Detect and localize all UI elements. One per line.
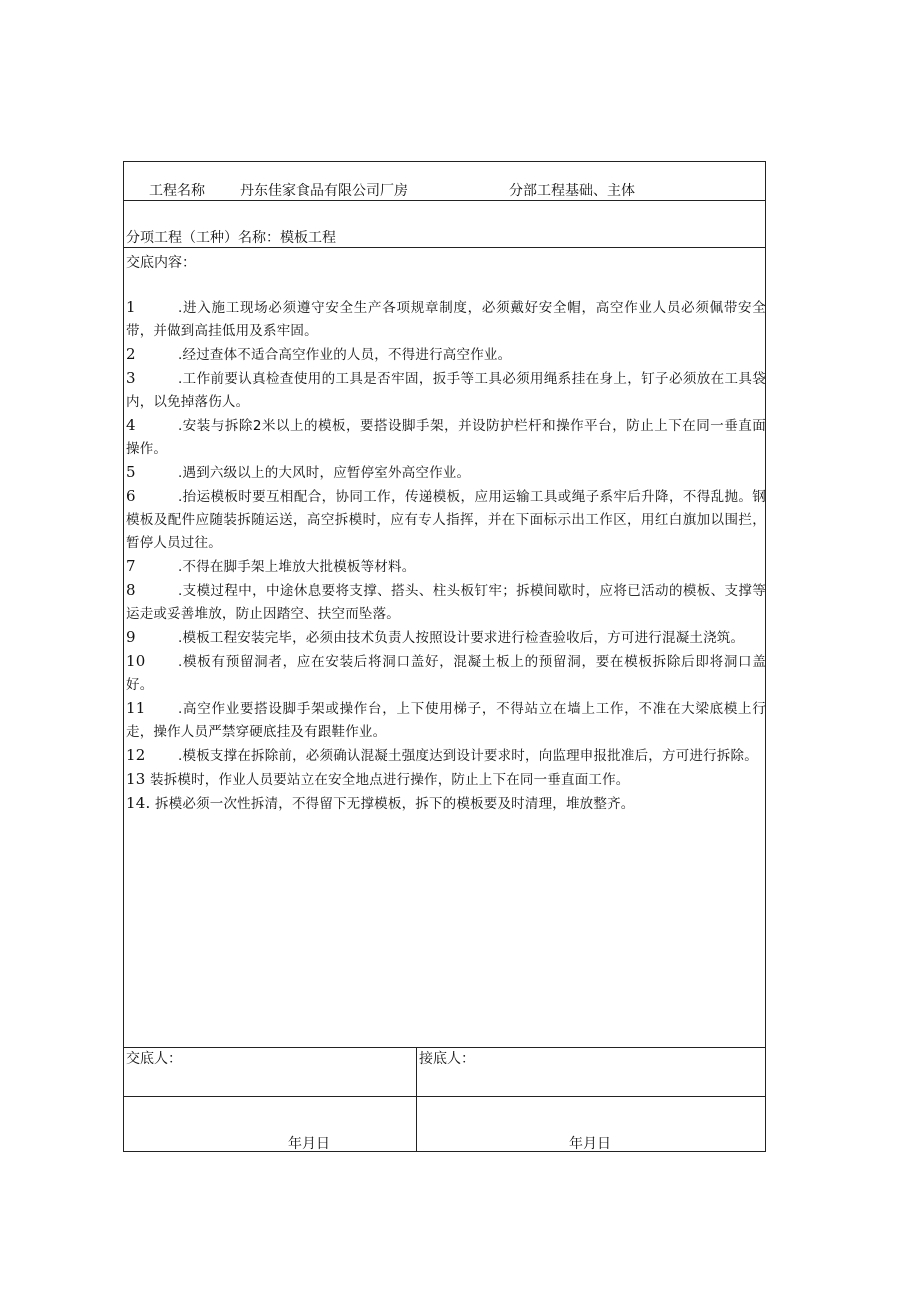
discloser-date: 年月日 [288,1136,330,1152]
signature-column-divider [416,1047,417,1152]
disclosure-item: 5 .遇到六级以上的大风时，应暂停室外高空作业。 [126,463,471,481]
header-divider [124,200,765,201]
signature-divider [124,1047,765,1048]
content-label: 交底内容： [126,255,196,271]
disclosure-item: 13 装拆模时，作业人员要站立在安全地点进行操作，防止上下在同一垂直面工作。 [126,770,630,788]
sub-item-title: 分项工程（工种）名称：模板工程 [126,230,336,246]
disclosure-item: 4 .安装与拆除2米以上的模板，要搭设脚手架，并设防护栏杆和操作平台，防止上下在同一垂直面操作。 [126,416,766,457]
disclosure-item: 6 .抬运模板时要互相配合，协同工作，传递模板，应用运输工具或绳子系牢后升降，不得乱抛。钢模板及配件应随装拆随运送，高空拆模时，应有专人指挥，并在下面标示出工作区，用红白旗加以围拦，暂停人员过往。 [126,487,766,551]
disclosure-item: 1 .进入施工现场必须遵守安全生产各项规章制度，必须戴好安全帽，高空作业人员必须佩带安全带，并做到高挂低用及系牢固。 [126,298,766,339]
sub-item-divider [124,247,765,248]
disclosure-item: 12 .模板支撑在拆除前，必须确认混凝土强度达到设计要求时，向监理申报批准后，方可进行拆除。 [126,746,758,764]
sub-project-value: 分部工程基础、主体 [509,183,635,199]
disclosure-form [123,161,766,1152]
disclosure-items [126,296,766,816]
receiver-date: 年月日 [569,1136,611,1152]
date-divider [124,1096,765,1097]
project-name-value: 丹东佳家食品有限公司厂房 [240,183,408,199]
project-name-label: 工程名称 [149,183,205,199]
receiver-label: 接底人： [419,1051,475,1067]
disclosure-item: 9 .模板工程安装完毕，必须由技术负责人按照设计要求进行检查验收后，方可进行混凝土浇筑。 [126,628,745,646]
disclosure-item: 7 .不得在脚手架上堆放大批模板等材料。 [126,557,416,575]
disclosure-item: 14. 拆模必须一次性拆清，不得留下无撑模板，拆下的模板要及时清理，堆放整齐。 [126,794,635,812]
disclosure-item: 11 .高空作业要搭设脚手架或操作台，上下使用梯子，不得站立在墙上工作，不准在大梁底模上行走，操作人员严禁穿硬底挂及有跟鞋作业。 [126,699,766,740]
disclosure-item: 8 .支模过程中，中途休息要将支撑、搭头、柱头板钉牢；拆模间歇时，应将已活动的模板、支撑等运走或妥善堆放，防止因踏空、扶空而坠落。 [126,581,766,622]
disclosure-item: 2 .经过查体不适合高空作业的人员，不得进行高空作业。 [126,345,512,363]
disclosure-item: 10 .模板有预留洞者，应在安装后将洞口盖好，混凝土板上的预留洞，要在模板拆除后即将洞口盖好。 [126,652,766,693]
discloser-label: 交底人： [126,1051,182,1067]
disclosure-item: 3 .工作前要认真检查使用的工具是否牢固，扳手等工具必须用绳系挂在身上，钉子必须放在工具袋内，以免掉落伤人。 [126,369,766,410]
